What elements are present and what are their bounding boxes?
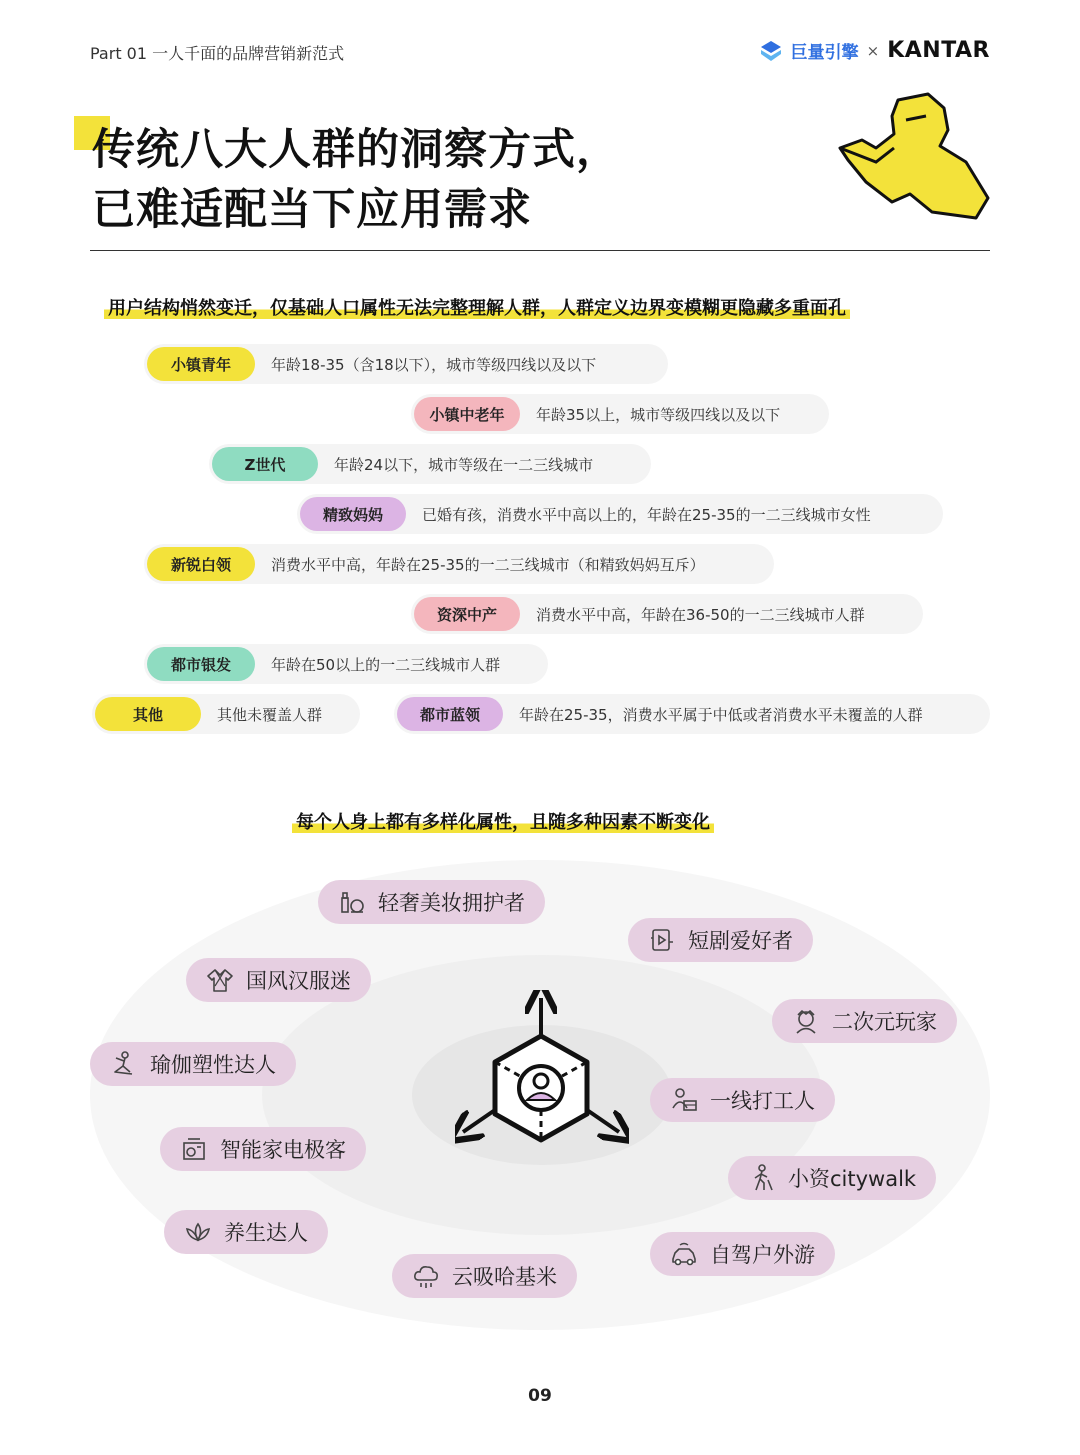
cloud-cat-icon [412,1262,440,1290]
lotus-icon [184,1218,212,1246]
segment-tag: 小镇青年 [147,347,255,381]
hanfu-icon [206,966,234,994]
cosmetics-icon [338,888,366,916]
pill-label: 二次元玩家 [832,1010,937,1034]
yoga-icon [110,1050,138,1078]
segment-row [411,594,923,634]
brand-oceanengine: 巨量引擎 [790,43,859,63]
brand-kantar: KANTAR [887,38,990,63]
anime-icon [792,1007,820,1035]
section1-heading: 用户结构悄然变迁，仅基础人口属性无法完整理解人群，人群定义边界变模糊更隐藏多重面孔 [104,294,850,320]
title-line-1: 传统八大人群的洞察方式， [92,125,620,175]
pill-label: 轻奢美妆拥护者 [378,891,525,915]
persona-cube-icon [455,990,629,1148]
segment-row [297,494,943,534]
segment-tag: 新锐白领 [147,547,255,581]
segment-desc: 年龄在50以上的一二三线城市人群 [271,655,501,674]
section2-heading: 每个人身上都有多样化属性，且随多种因素不断变化 [292,808,714,834]
pill-label: 一线打工人 [710,1089,815,1113]
segment-desc: 年龄18-35（含18以下），城市等级四线以及以下 [271,355,597,374]
segment-row [394,694,990,734]
segment-row [92,694,360,734]
pill-label: 云吸哈基米 [452,1265,557,1289]
segment-row [144,644,548,684]
segment-tag: 其他 [95,697,201,731]
interest-pill [318,880,545,924]
reading-person-illustration [836,90,992,222]
segment-row [144,544,774,584]
segment-row [209,444,651,484]
segment-desc: 年龄24以下，城市等级在一二三线城市 [334,455,594,474]
part-label: Part 01 一人千面的品牌营销新范式 [90,44,345,63]
car-icon [670,1240,698,1268]
oceanengine-logo-icon [759,40,783,62]
segment-tag: 都市蓝领 [397,697,503,731]
segment-desc: 消费水平中高，年龄在25-35的一二三线城市（和精致妈妈互斥） [271,555,705,574]
walk-icon [748,1164,776,1192]
interest-pill [160,1127,366,1171]
interest-pill [650,1078,835,1122]
segment-row [411,394,829,434]
segment-tag: 都市银发 [147,647,255,681]
segment-desc: 已婚有孩，消费水平中高以上的，年龄在25-35的一二三线城市女性 [422,505,871,524]
interest-pill [628,918,813,962]
pill-label: 国风汉服迷 [246,969,351,993]
segment-desc: 年龄在25-35，消费水平属于中低或者消费水平未覆盖的人群 [519,705,923,724]
segment-desc: 消费水平中高，年龄在36-50的一二三线城市人群 [536,605,865,624]
page-number: 09 [528,1386,552,1406]
pill-label: 养生达人 [224,1221,308,1245]
title-divider [90,250,990,251]
appliance-icon [180,1135,208,1163]
segment-tag: 资深中产 [414,597,520,631]
segment-tag: 精致妈妈 [300,497,406,531]
page-title [92,120,620,240]
interest-pill [650,1232,835,1276]
pill-label: 智能家电极客 [220,1138,346,1162]
interest-pill [164,1210,328,1254]
segment-desc: 年龄35以上，城市等级四线以及以下 [536,405,781,424]
interest-pill [728,1156,936,1200]
segment-tag: Z世代 [212,447,318,481]
video-icon [648,926,676,954]
segment-desc: 其他未覆盖人群 [217,705,323,724]
brand-separator: × [866,41,880,60]
interest-pill [772,999,957,1043]
pill-label: 小资citywalk [788,1167,917,1191]
interest-pill [186,958,371,1002]
pill-label: 短剧爱好者 [688,929,793,953]
title-line-2: 已难适配当下应用需求 [92,185,532,235]
pill-label: 自驾户外游 [710,1243,815,1267]
segment-row [144,344,668,384]
worker-icon [670,1086,698,1114]
brand-logos [759,38,990,63]
pill-label: 瑜伽塑性达人 [150,1053,276,1077]
interest-pill [90,1042,296,1086]
interest-pill [392,1254,577,1298]
segment-tag: 小镇中老年 [414,397,520,431]
